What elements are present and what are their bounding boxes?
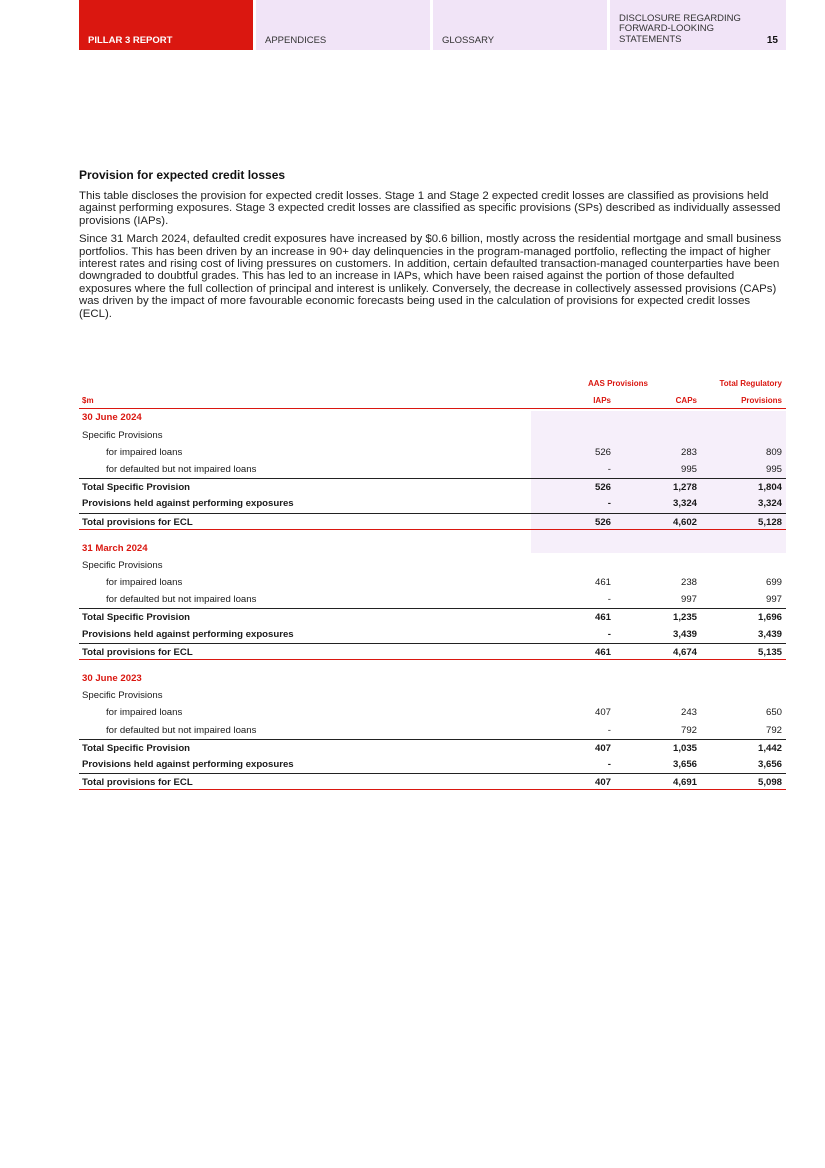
- table-row: for defaulted but not impaired loans - 995 995: [106, 463, 782, 475]
- tab-disclosure[interactable]: [610, 0, 786, 50]
- table-row-total-ecl: Total provisions for ECL 407 4,691 5,098: [79, 773, 786, 790]
- tab-label: PILLAR 3 REPORT: [88, 35, 173, 46]
- header-total-regulatory: Total Regulatory: [719, 379, 782, 388]
- header-iaps: IAPs: [593, 396, 611, 406]
- table-row: for impaired loans 526 283 809: [106, 446, 782, 458]
- table-row-performing: Provisions held against performing exposures - 3,324 3,324: [82, 498, 782, 510]
- table-row-total-specific: Total Specific Provision 407 1,035 1,442: [79, 739, 786, 756]
- period-heading: 30 June 2024: [82, 412, 142, 424]
- top-navigation: [79, 0, 786, 50]
- header-aas-provisions: AAS Provisions: [587, 379, 648, 388]
- table-row-performing: Provisions held against performing exposures - 3,656 3,656: [82, 758, 782, 770]
- paragraph-1: This table discloses the provision for expected credit losses. Stage 1 and Stage 2 expected credit losses are classified as provisions held against performing exposures. Stage 3 expected credit losses are classified as specific provisions (SPs) described as individually assessed provisions (IAPs).: [79, 190, 781, 227]
- table-row: Specific Provisions: [82, 429, 163, 441]
- section-body: [79, 168, 786, 326]
- tab-pillar-3-report[interactable]: [79, 0, 253, 50]
- table-row: for impaired loans 407 243 650: [106, 707, 782, 719]
- tab-glossary[interactable]: [433, 0, 607, 50]
- tab-label: GLOSSARY: [442, 35, 495, 46]
- period-heading: 31 March 2024: [82, 542, 148, 554]
- table-header-row-1: [79, 375, 786, 392]
- tab-label: DISCLOSURE REGARDING FORWARD-LOOKING STATEMENTS: [619, 12, 741, 46]
- paragraph-2: Since 31 March 2024, defaulted credit exposures have increased by $0.6 billion, mostly across the residential mortgage and small business portfolios. This has been driven by an increase in 90+ day delinquencies in the program-managed portfolio, reflecting the impact of higher interest rates and rising cost of living pressures on customers. In addition, certain defaulted transaction-managed counterparties have been downgraded to doubtful grades. This has led to an increase in IAPs, which have been raised against the portion of those defaulted exposures where the full collection of principal and interest is unlikely. Conversely, the decrease in collectively assessed provisions (CAPs) was driven by the impact of more favourable economic forecasts being used in the calculation of provisions for expected credit losses (ECL).: [79, 233, 782, 320]
- table-row: for impaired loans 461 238 699: [106, 577, 782, 589]
- table-row-performing: Provisions held against performing exposures - 3,439 3,439: [82, 628, 782, 640]
- table-row: for defaulted but not impaired loans - 792 792: [106, 724, 782, 736]
- table-row-total-ecl: Total provisions for ECL 526 4,602 5,128: [79, 513, 786, 530]
- table-row: Specific Provisions: [82, 690, 163, 702]
- table-row-total-ecl: Total provisions for ECL 461 4,674 5,135: [79, 643, 786, 660]
- header-provisions: Provisions: [741, 396, 782, 406]
- page-number: 15: [766, 35, 778, 46]
- table-row: Specific Provisions: [82, 559, 163, 571]
- header-unit: $m: [82, 396, 94, 406]
- tab-appendices[interactable]: [256, 0, 430, 50]
- table-row: for defaulted but not impaired loans - 997 997: [106, 594, 782, 606]
- provision-table: [79, 375, 786, 790]
- section-title: Provision for expected credit losses: [79, 168, 286, 182]
- header-caps: CAPs: [675, 396, 697, 406]
- tab-label: APPENDICES: [265, 35, 327, 46]
- table-row-total-specific: Total Specific Provision 461 1,235 1,696: [79, 608, 786, 625]
- table-row-total-specific: Total Specific Provision 526 1,278 1,804: [79, 478, 786, 495]
- table-header-row-2: [79, 392, 786, 409]
- period-heading: 30 June 2023: [82, 673, 142, 684]
